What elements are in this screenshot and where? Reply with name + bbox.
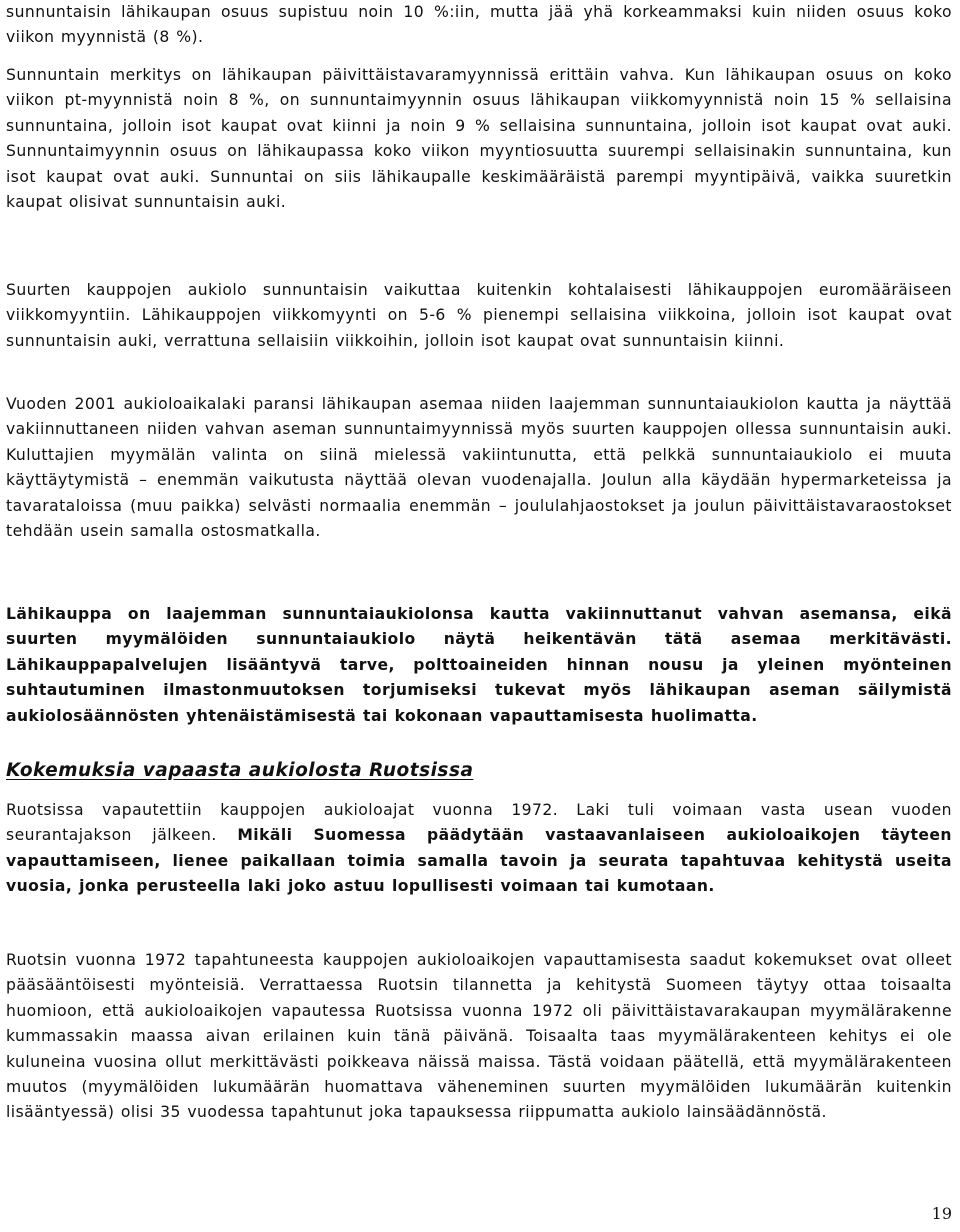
- paragraph-6: [6, 798, 952, 900]
- paragraph-7: Ruotsin vuonna 1972 tapahtuneesta kauppojen aukioloaikojen vapauttamisesta saadut kokemukset ovat olleet pääsääntöisesti myönteisiä. Verrattaessa Ruotsin tilannetta ja kehitystä Suomeen täytyy ottaa toisaalta huomioon, että aukioloaikojen vapautessa Ruotsissa vuonna 1972 oli päivittäistavarakaupan myymälärakenne kummassakin maassa aivan erilainen kuin tänä päivänä. Toisaalta taas myymälärakenteen kehitys ei ole kuluneina vuosina ollut merkittävästi poikkeava näissä maissa. Tästä voidaan päätellä, että myymälärakenteen muutos (myymälöiden lukumäärän huomattava väheneminen suurten myymälöiden lukumäärän kuitenkin lisääntyessä) olisi 35 vuodessa tapahtunut joka tapauksessa riippumatta aukiolo lainsäädännöstä.: [6, 951, 952, 1122]
- paragraph-6-bold: Mikäli Suomessa päädytään vastaavanlaiseen aukioloaikojen täyteen vapauttamiseen, lienee paikallaan toimia samalla tavoin ja seurata tapahtuvaa kehitystä useita vuosia, jonka perusteella laki joko astuu lopullisesti voimaan tai kumotaan.: [6, 826, 952, 896]
- paragraph-6-plain: Ruotsissa vapautettiin kauppojen aukioloajat vuonna 1972. Laki tuli voimaan vasta usean vuoden seurantajakson jälkeen.: [6, 801, 952, 845]
- section-heading: Kokemuksia vapaasta aukiolosta Ruotsissa: [6, 760, 474, 781]
- paragraph-3: Suurten kauppojen aukiolo sunnuntaisin vaikuttaa kuitenkin kohtalaisesti lähikauppojen euromääräiseen viikkomyyntiin. Lähikauppojen viikkomyynti on 5-6 % pienempi sellaisina viikkoina, jolloin isot kaupat ovat sunnuntaisin auki, verrattuna sellaisiin viikkoihin, jolloin isot kaupat ovat sunnuntaisin kiinni.: [6, 281, 952, 350]
- paragraph-2: Sunnuntain merkitys on lähikaupan päivittäistavaramyynnissä erittäin vahva. Kun lähikaupan osuus on koko viikon pt-myynnistä noin 8 %, on sunnuntaimyynnin osuus lähikaupan viikkomyynnistä noin 15 % sellaisina sunnuntaina, jolloin isot kaupat ovat kiinni ja noin 9 % sellaisina sunnuntaina, jolloin isot kaupat ovat auki. Sunnuntaimyynnin osuus on lähikaupassa koko viikon myyntiosuutta suurempi sellaisinakin sunnuntaina, kun isot kaupat ovat auki. Sunnuntai on siis lähikaupalle keskimääräistä parempi myyntipäivä, vaikka suuretkin kaupat olisivat sunnuntaisin auki.: [6, 66, 952, 212]
- paragraph-4: Vuoden 2001 aukioloaikalaki paransi lähikaupan asemaa niiden laajemman sunnuntaiaukiolon kautta ja näyttää vakiinnuttaneen niiden vahvan aseman sunnuntaimyynnissä myös suurten kauppojen ollessa sunnuntaisin auki. Kuluttajien myymälän valinta on siinä mielessä vakiintunutta, että pelkkä sunnuntaiaukiolo ei muuta käyttäytymistä – enemmän vaikutusta näyttää olevan vuodenajalla. Joulun alla käydään hypermarketeissa ja tavarataloissa (muu paikka) selvästi normaalia enemmän – joululahjaostokset ja joulun päivittäistavaraostokset tehdään usein samalla ostosmatkalla.: [6, 395, 952, 541]
- paragraph-1: sunnuntaisin lähikaupan osuus supistuu noin 10 %:iin, mutta jää yhä korkeammaksi kuin niiden osuus koko viikon myynnistä (8 %).: [6, 3, 952, 47]
- paragraph-5-bold: Lähikauppa on laajemman sunnuntaiaukiolonsa kautta vakiinnuttanut vahvan asemansa, eikä suurten myymälöiden sunnuntaiaukiolo näytä heikentävän tätä asemaa merkitävästi. Lähikauppapalvelujen lisääntyvä tarve, polttoaineiden hinnan nousu ja yleinen myönteinen suhtautuminen ilmastonmuutoksen torjumiseksi tukevat myös lähikaupan aseman säilymistä aukiolosäännösten yhtenäistämisestä tai kokonaan vapauttamisesta huolimatta.: [6, 605, 952, 725]
- page-number: 19: [931, 1204, 952, 1223]
